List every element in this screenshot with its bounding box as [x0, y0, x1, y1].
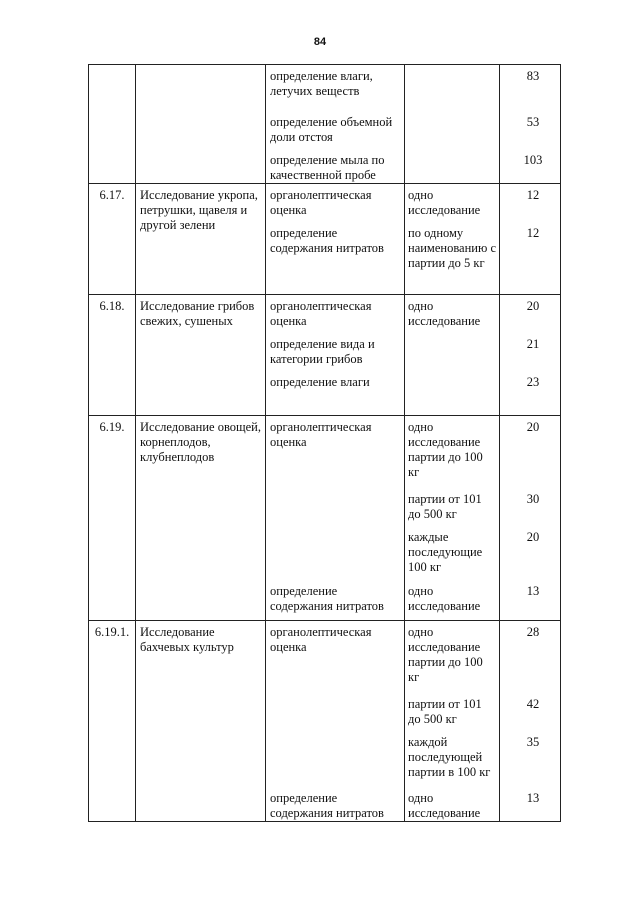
method-line: определение вида и категории грибов: [270, 337, 375, 366]
price-line: 20: [526, 299, 540, 313]
table-row: [89, 65, 561, 184]
method-cell: [266, 184, 405, 295]
unit-line: партии от 101 до 500 кг: [408, 492, 482, 521]
method-line: определение содержания нитратов: [270, 791, 384, 820]
table-row: [89, 416, 561, 621]
price-table: [88, 64, 561, 822]
unit-line: одно исследование партии до 100 кг: [408, 420, 483, 479]
unit-line: [405, 333, 499, 371]
method-line: [266, 526, 404, 580]
price-line: 103: [523, 153, 543, 167]
unit-line: одно исследование: [408, 299, 481, 328]
item-name-cell: Исследование овощей, корнеплодов, клубнеплодов: [136, 416, 266, 621]
item-number-cell: 6.17.: [89, 184, 136, 295]
price-line: 20: [526, 530, 540, 544]
price-line: 30: [526, 492, 540, 506]
method-line: определение содержания нитратов: [270, 584, 384, 613]
unit-line: [405, 111, 499, 149]
price-cell: [500, 65, 561, 184]
price-cell: [500, 184, 561, 295]
table-row: [89, 184, 561, 295]
method-line: определение содержания нитратов: [270, 226, 384, 255]
page-number: 84: [313, 36, 327, 48]
method-line: определение объемной доли отстоя: [270, 115, 393, 144]
price-line: 83: [526, 69, 540, 83]
price-line: 42: [526, 697, 540, 711]
method-line: определение мыла по качественной пробе: [270, 153, 385, 182]
price-line: 23: [526, 375, 540, 389]
price-line: 12: [526, 188, 540, 202]
table-row: [89, 295, 561, 416]
unit-line: каждой последующей партии в 100 кг: [408, 735, 491, 779]
price-cell: [500, 416, 561, 621]
unit-cell: [405, 621, 500, 822]
method-cell: [266, 416, 405, 621]
price-line: 53: [526, 115, 540, 129]
method-line: органолептическая оценка: [270, 188, 372, 217]
method-line: органолептическая оценка: [270, 625, 372, 654]
unit-cell: [405, 416, 500, 621]
item-number-cell: [89, 65, 136, 184]
unit-cell: [405, 295, 500, 416]
unit-line: по одному наименованию с партии до 5 кг: [408, 226, 497, 270]
unit-line: каждые последующие 100 кг: [408, 530, 483, 574]
item-name-cell: [136, 65, 266, 184]
price-line: 13: [526, 791, 540, 805]
unit-line: [405, 371, 499, 415]
method-cell: [266, 65, 405, 184]
method-cell: [266, 621, 405, 822]
method-cell: [266, 295, 405, 416]
method-line: определение влаги, летучих веществ: [270, 69, 373, 98]
method-line: [266, 731, 404, 787]
unit-line: одно исследование: [408, 584, 481, 613]
price-line: 13: [526, 584, 540, 598]
method-line: органолептическая оценка: [270, 299, 372, 328]
price-line: 35: [526, 735, 540, 749]
item-number-cell: 6.19.: [89, 416, 136, 621]
method-line: определение влаги: [270, 375, 370, 389]
price-table-body: [89, 65, 561, 822]
unit-line: одно исследование: [408, 791, 481, 820]
price-cell: [500, 621, 561, 822]
unit-cell: [405, 184, 500, 295]
item-number-cell: 6.19.1.: [89, 621, 136, 822]
item-name-cell: Исследование бахчевых культур: [136, 621, 266, 822]
table-row: [89, 621, 561, 822]
price-line: 20: [526, 420, 540, 434]
unit-line: [405, 149, 499, 183]
unit-cell: [405, 65, 500, 184]
item-name-cell: Исследование укропа, петрушки, щавеля и другой зелени: [136, 184, 266, 295]
item-name-cell: Исследование грибов свежих, сушеных: [136, 295, 266, 416]
method-line: органолептическая оценка: [270, 420, 372, 449]
item-number-cell: 6.18.: [89, 295, 136, 416]
price-line: 21: [526, 337, 540, 351]
method-line: [266, 488, 404, 526]
price-line: 28: [526, 625, 540, 639]
unit-line: [405, 65, 499, 111]
method-line: [266, 693, 404, 731]
unit-line: партии от 101 до 500 кг: [408, 697, 482, 726]
unit-line: одно исследование партии до 100 кг: [408, 625, 483, 684]
unit-line: одно исследование: [408, 188, 481, 217]
price-line: 12: [526, 226, 540, 240]
price-cell: [500, 295, 561, 416]
